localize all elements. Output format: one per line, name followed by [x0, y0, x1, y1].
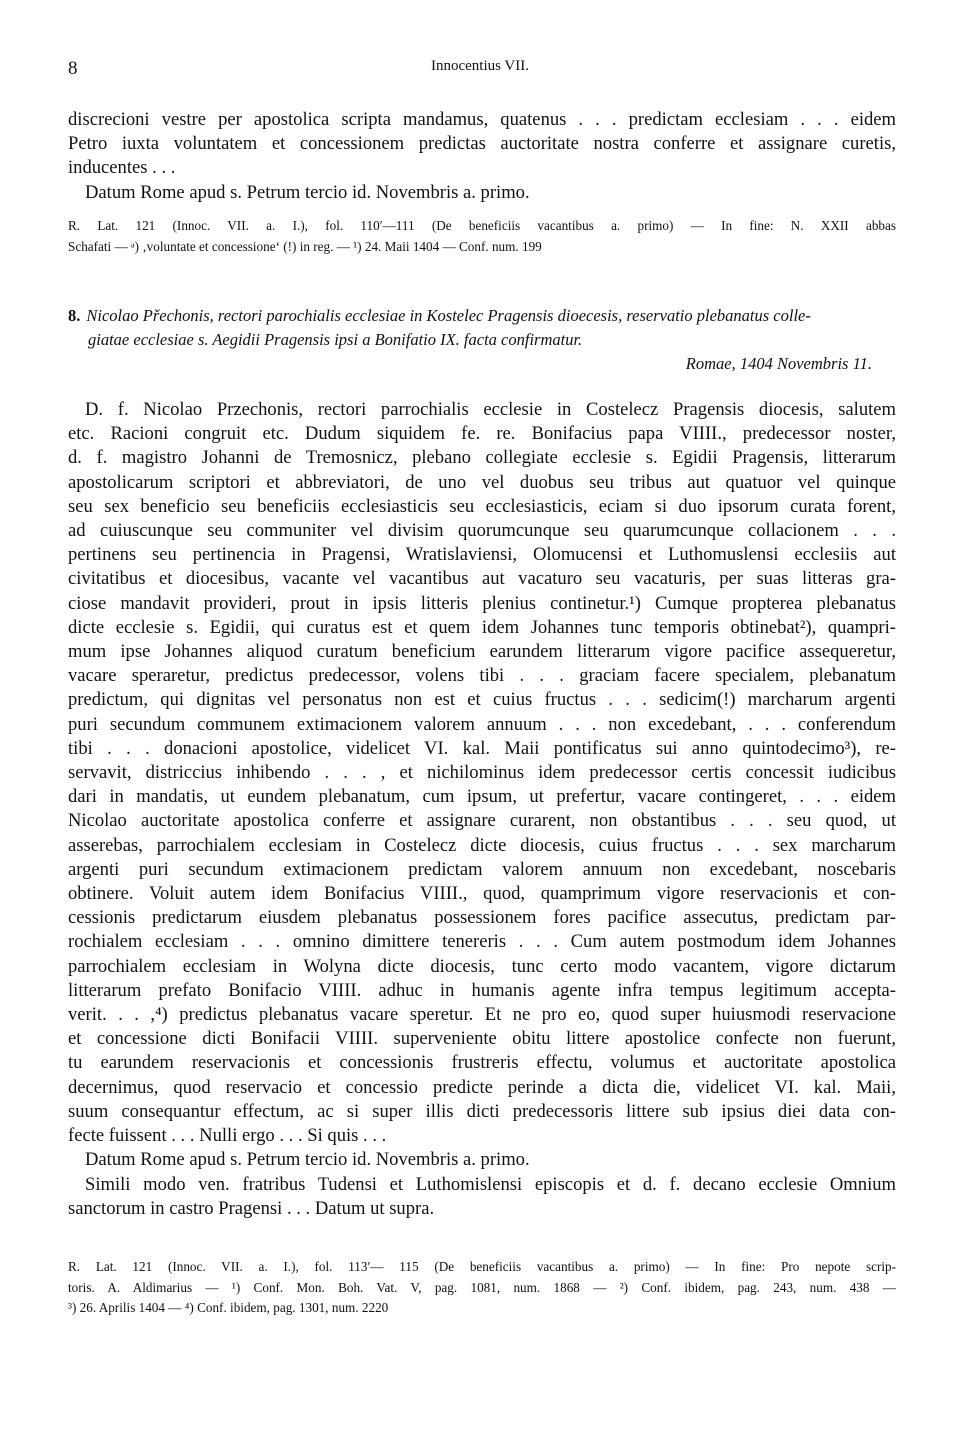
datum-line: Datum Rome apud s. Petrum tercio id. Novembris a. primo.: [85, 1149, 530, 1171]
text-line: puri secundum communem extimacionem valorem annuum . . . non excedebant, . . . conferendum: [68, 713, 896, 735]
text-line: ciose mandavit provideri, prout in ipsis litteris plenius continetur.¹) Cumque propterea plebanatus: [68, 592, 896, 614]
text-line: mum ipse Johannes aliquod curatum beneficium earundem litterarum vigore pacifice assequeretur,: [68, 641, 896, 663]
text-line: parrochialem ecclesiam in Wolyna dicte diocesis, tunc certo modo vacantem, vigore dictarum: [68, 955, 896, 977]
text-line: rochialem ecclesiam . . . omnino dimittere tenereris . . . Cum autem postmodum idem Johannes: [68, 931, 896, 953]
note-line: ³) 26. Aprilis 1404 — ⁴) Conf. ibidem, pag. 1301, num. 2220: [68, 1300, 389, 1315]
note-line: Schafati — ᵃ) ‚voluntate et concessione‘ (!) in reg. — ¹) 24. Maii 1404 — Conf. num. 199: [68, 238, 542, 254]
text-line: pertinens seu pertinencia in Pragensi, Wratislaviensi, Olomucensi et Luthomuslensi ecclesiis aut: [68, 544, 896, 566]
text-line: argenti puri secundum extimacionem predictam valorem annuum non excedebant, noscebaris: [68, 858, 896, 880]
entry-body: [68, 398, 896, 1221]
text-line: Simili modo ven. fratribus Tudensi et Luthomislensi episcopis et d. f. decano ecclesie Omnium: [85, 1173, 896, 1195]
text-line: ad cuiuscunque seu communiter vel divisim quorumcunque seu quarumcunque collacionem . . .: [68, 520, 896, 542]
text-line: Nicolao auctoritate apostolica conferre et assignare curarent, non obstantibus . . . seu quod, ut: [68, 810, 896, 832]
text-line: asserebas, parrochialem ecclesiam in Costelecz dicte diocesis, cuius fructus . . . sex marcharum: [68, 834, 896, 856]
text-line: tibi . . . donacioni apostolice, videlicet VI. kal. Maii pontificatus sui anno quintodecimo³), re-: [68, 737, 896, 759]
text-line: discrecioni vestre per apostolica scripta mandamus, quatenus . . . predictam ecclesiam . . . eidem: [68, 109, 896, 130]
text-line: servavit, districcius inhibendo . . . , et nichilominus idem predecessor certis concessit iudicibus: [68, 762, 896, 784]
text-line: D. f. Nicolao Przechonis, rectori parrochialis ecclesie in Costelecz Pragensis diocesis, salutem: [85, 399, 896, 420]
intro-paragraph: [68, 108, 896, 205]
text-line: predictum, qui dignitas vel personatus non est et cuius fructus . . . sedicim(!) marcharum argenti: [68, 689, 896, 711]
text-line: verit. . . ,⁴) predictus plebanatus vacare speretur. Et ne pro eo, quod super huiusmodi reservacione: [68, 1004, 896, 1026]
note-line: R. Lat. 121 (Innoc. VII. a. I.), fol. 113′— 115 (De beneficiis vacantibus a. primo) — In fine: Pro nepote scrip-: [68, 1259, 896, 1274]
heading-line: [68, 304, 896, 328]
text-line: inducentes . . .: [68, 157, 176, 179]
note-line: R. Lat. 121 (Innoc. VII. a. I.), fol. 110′—111 (De beneficiis vacantibus a. primo) — In fine: N. XXII abbas: [68, 218, 896, 233]
text-line: vacare speraretur, predictus predecessor, volens tibi . . . graciam facere specialem, plebanatum: [68, 665, 896, 687]
text-line: et concessione dicti Bonifacii VIIII. superveniente obitu littere apostolice confecte non fuerunt,: [68, 1028, 896, 1050]
page-number: 8: [68, 58, 78, 79]
entry-number: 8.: [68, 306, 81, 325]
place-date: Romae, 1404 Novembris 11.: [685, 354, 872, 373]
intro-footnotes: [68, 216, 896, 257]
text-line: litterarum prefato Bonifacio VIIII. adhuc in humanis agente infra tempus legitimum accepta-: [68, 979, 896, 1001]
text-line: cessionis predictarum eiusdem plebanatus possessionem fores pacifice assecutus, predictam par-: [68, 907, 896, 929]
text-line: seu sex beneficio seu beneficiis ecclesiasticis seu ecclesiasticis, eciam si duo ipsorum curata forent,: [68, 495, 896, 517]
datum-line: Datum Rome apud s. Petrum tercio id. Novembris a. primo.: [85, 181, 530, 203]
entry-footnotes: [68, 1257, 896, 1319]
heading-text: Nicolao Přechonis, rectori parochialis ecclesiae in Kostelec Pragensis dioecesis, reservatio plebanatus colle-: [86, 306, 811, 325]
heading-line: giatae ecclesiae s. Aegidii Pragensis ipsi a Bonifatio IX. facta confirmatur.: [88, 330, 583, 349]
text-line: d. f. magistro Johanni de Tremosnicz, plebano collegiate ecclesie s. Egidii Pragensis, litterarum: [68, 447, 896, 469]
text-line: fecte fuissent . . . Nulli ergo . . . Si quis . . .: [68, 1125, 387, 1147]
text-line: dicte ecclesie s. Egidii, qui curatus est et quem idem Johannes tunc temporis obtinebat²), quampri-: [68, 616, 896, 638]
text-line: civitatibus et diocesibus, vacante vel vacantibus aut vacaturo seu vacaturis, per suas litteras gra-: [68, 568, 896, 590]
text-line: Petro iuxta voluntatem et concessionem predictas auctoritate nostra conferre et assignare curetis,: [68, 133, 896, 155]
entry-heading: [68, 304, 896, 376]
note-line: toris. A. Aldimarius — ¹) Conf. Mon. Boh. Vat. V, pag. 1081, num. 1868 — ²) Conf. ibidem, pag. 243, num. 438 —: [68, 1279, 896, 1295]
text-line: apostolicarum scriptori et abbreviatori, de uno vel duobus seu tribus aut quatuor vel quinque: [68, 471, 896, 493]
text-line: tu earundem reservacionis et concessionis frustreris effectu, volumus et auctoritate apostolica: [68, 1052, 896, 1074]
text-line: decernimus, quod reservacio et concessio predicte perinde a dicta die, videlicet VI. kal. Maii,: [68, 1076, 896, 1098]
text-line: dari in mandatis, ut eundem plebanatum, cum ipsum, ut prefertur, vacare contingeret, . . . eidem: [68, 786, 896, 808]
text-line: obtinere. Voluit autem idem Bonifacius VIIII., quod, quamprimum vigore reservacionis et con-: [68, 883, 896, 905]
text-line: etc. Racioni congruit etc. Dudum siquidem fe. re. Bonifacius papa VIIII., predecessor noster,: [68, 423, 896, 445]
running-head: Innocentius VII.: [430, 58, 530, 74]
text-line: suum consequantur effectum, ac si super illis dicti predecessoris littere sub ipsius diei data con-: [68, 1100, 896, 1122]
text-line: sanctorum in castro Pragensi . . . Datum ut supra.: [68, 1197, 435, 1219]
